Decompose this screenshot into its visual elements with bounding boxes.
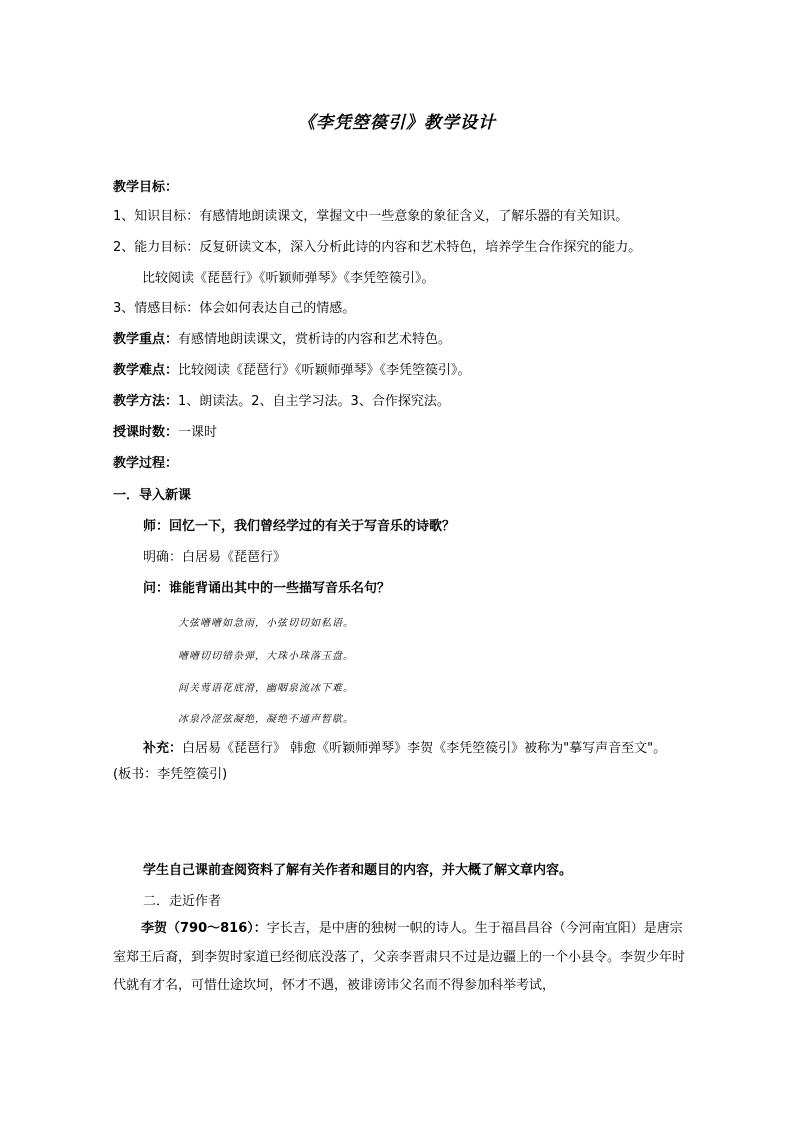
supplement-paragraph — [113, 736, 683, 788]
poem-line: 间关莺语花底滑，幽咽泉流冰下难。 — [178, 683, 354, 694]
poem-line: 嘈嘈切切错杂弹，大珠小珠落玉盘。 — [178, 651, 354, 662]
hours-text: 一课时 — [178, 425, 218, 440]
section1-heading: 一．导入新课 — [113, 488, 192, 503]
supplement-label: 补充： — [143, 741, 183, 756]
author-text: 字长吉，是中唐的独树一帜的诗人。生于福昌昌谷（今河南宜阳）是唐宗室郑王后裔，到李贺时家道已经彻底没落了，父亲李晋肃只不过是边疆上的一个小县令。李贺少年时代就有才名，可惜仕途坎坷，怀才不遇，被诽谤讳父名而不得参加科举考试， — [113, 921, 686, 993]
objective-emotion: 3、情感目标：体会如何表达自己的情感。 — [113, 301, 356, 316]
process-heading: 教学过程： — [113, 456, 179, 471]
difficulty-text: 比较阅读《琵琶行》《听颖师弹琴》《李凭箜篌引》。 — [178, 363, 471, 378]
recite-question: 问：谁能背诵出其中的一些描写音乐名句？ — [143, 581, 391, 596]
hours-label: 授课时数： — [113, 425, 179, 440]
methods-text: 1、朗读法。2、自主学习法。3、合作探究法。 — [178, 394, 450, 409]
section2-heading: 二．走近作者 — [143, 894, 222, 909]
difficulty-row — [113, 362, 471, 380]
difficulty-label: 教学难点： — [113, 363, 179, 378]
hours-row — [113, 424, 217, 442]
key-point-label: 教学重点： — [113, 332, 179, 347]
supplement-text: 白居易《琵琶行》 韩愈《听颖师弹琴》李贺《李凭箜篌引》被称为"摹写声音至文"。(板书：李凭箜篌引) — [113, 741, 667, 782]
author-label: 李贺（790～816）： — [141, 921, 267, 936]
objective-ability-cont: 比较阅读《琵琶行》《听颖师弹琴》《李凭箜篌引》。 — [142, 271, 435, 286]
poem-line: 冰泉冷涩弦凝绝，凝绝不通声暂歇。 — [178, 714, 354, 725]
methods-label: 教学方法： — [113, 394, 179, 409]
objective-knowledge: 1、知识目标：有感情地朗读课文，掌握文中一些意象的象征含义，了解乐器的有关知识。 — [113, 209, 629, 224]
objective-ability: 2、能力目标：反复研读文本，深入分析此诗的内容和艺术特色，培养学生合作探究的能力。 — [113, 240, 642, 255]
methods-row — [113, 393, 450, 411]
author-paragraph — [113, 915, 685, 1001]
document-title: 《李凭箜篌引》教学设计 — [298, 113, 496, 133]
objectives-heading: 教学目标： — [113, 180, 179, 195]
teacher-question: 师：回忆一下，我们曾经学过的有关于写音乐的诗歌？ — [143, 519, 456, 534]
key-point-row — [113, 331, 451, 349]
poem-line: 大弦嘈嘈如急雨，小弦切切如私语。 — [178, 618, 354, 629]
answer-line: 明确：白居易《琵琶行》 — [143, 550, 287, 565]
key-point-text: 有感情地朗读课文，赏析诗的内容和艺术特色。 — [178, 332, 452, 347]
self-study-note: 学生自己课前查阅资料了解有关作者和题目的内容，并大概了解文章内容。 — [143, 863, 573, 878]
